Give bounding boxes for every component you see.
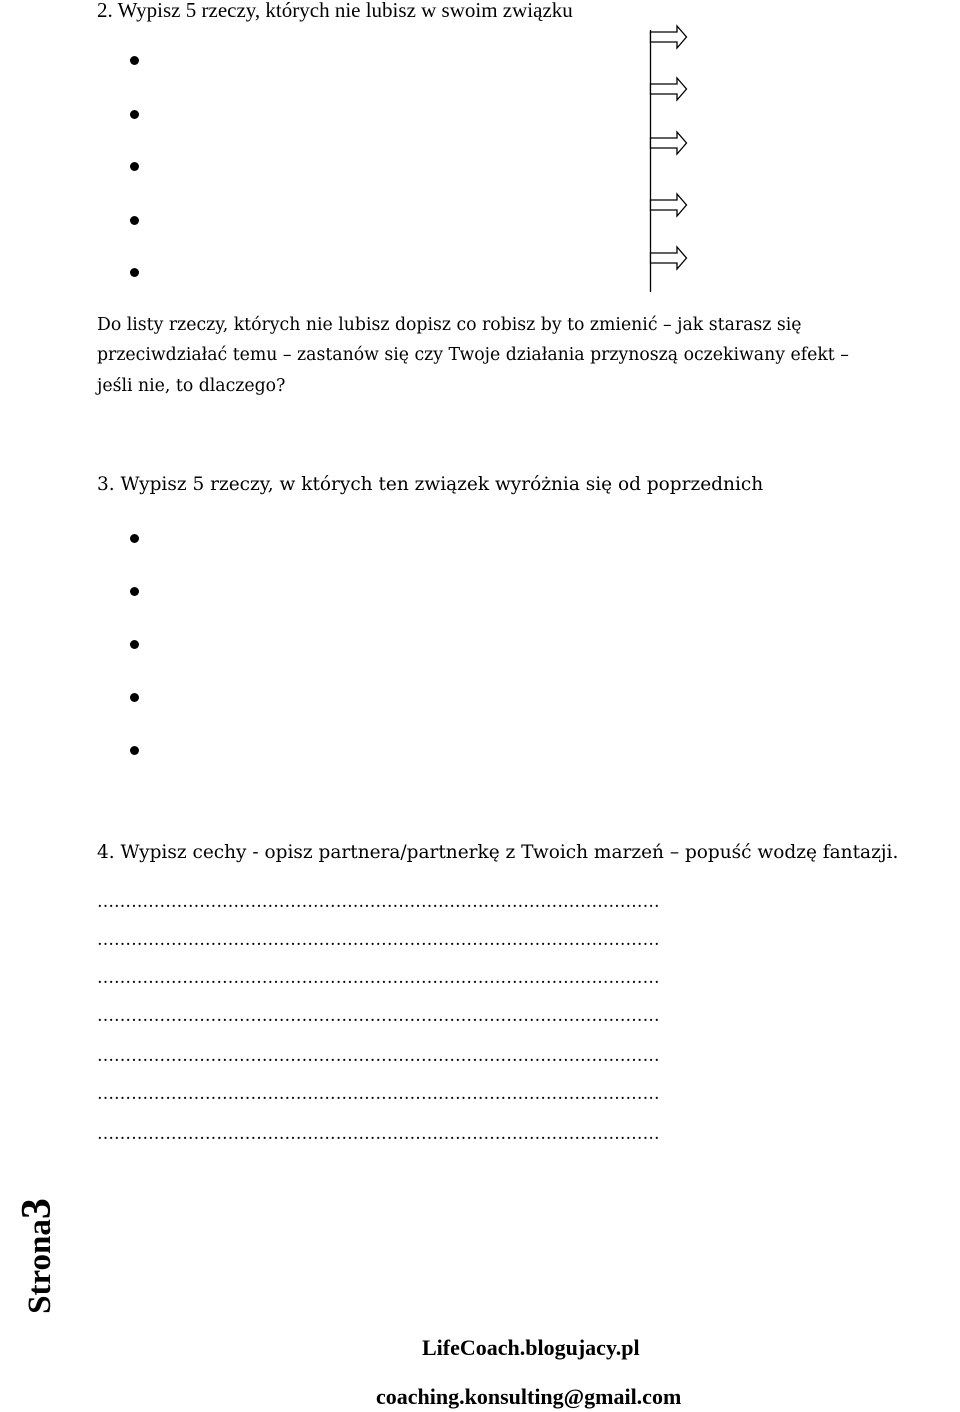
section-3-bullet (130, 534, 139, 543)
arrow-right-outline-icon (651, 247, 687, 269)
section-2-bullet (130, 110, 139, 119)
answer-dotted-line: ……………………………………………………………………………………… (97, 1046, 660, 1066)
arrow-right-outline-icon (651, 132, 687, 154)
footer-site: LifeCoach.blogujacy.pl (422, 1335, 640, 1360)
section-3-bullet (130, 640, 139, 649)
arrow-right-outline-icon (651, 78, 687, 100)
section-2-bullet (130, 268, 139, 277)
section-3-bullet (130, 746, 139, 755)
section-3-bullet (130, 587, 139, 596)
section-2-bullet (130, 216, 139, 225)
section-3-heading: 3. Wypisz 5 rzeczy, w których ten związek wyróżnia się od poprzednich (97, 474, 764, 495)
answer-dotted-line: ……………………………………………………………………………………… (97, 930, 660, 950)
page-label-number: 3 (14, 1198, 60, 1220)
page-label-word: Strona (22, 1219, 58, 1314)
section-2-bullet (130, 56, 139, 65)
instruction-line-1: Do listy rzeczy, których nie lubisz dopisz co robisz by to zmienić – jak starasz się (97, 315, 802, 335)
arrow-stack-graphic (640, 20, 700, 295)
section-2-heading: 2. Wypisz 5 rzeczy, których nie lubisz w swoim związku (97, 0, 573, 22)
section-4-heading: 4. Wypisz cechy - opisz partnera/partnerkę z Twoich marzeń – popuść wodzę fantazji. (97, 842, 899, 863)
instruction-line-2: przeciwdziałać temu – zastanów się czy Twoje działania przynoszą oczekiwany efekt – (97, 345, 849, 365)
instruction-line-3: jeśli nie, to dlaczego? (97, 376, 286, 396)
page-number-label (14, 1181, 60, 1331)
answer-dotted-line: ……………………………………………………………………………………… (97, 1084, 660, 1104)
arrow-right-outline-icon (651, 194, 687, 216)
section-2-bullet (130, 162, 139, 171)
answer-dotted-line: ……………………………………………………………………………………… (97, 1006, 660, 1026)
answer-dotted-line: ……………………………………………………………………………………… (97, 892, 660, 912)
answer-dotted-line: ……………………………………………………………………………………… (97, 968, 660, 988)
arrow-right-outline-icon (651, 26, 687, 48)
footer-email: coaching.konsulting@gmail.com (376, 1384, 682, 1409)
answer-dotted-line: ……………………………………………………………………………………… (97, 1124, 660, 1144)
section-3-bullet (130, 693, 139, 702)
